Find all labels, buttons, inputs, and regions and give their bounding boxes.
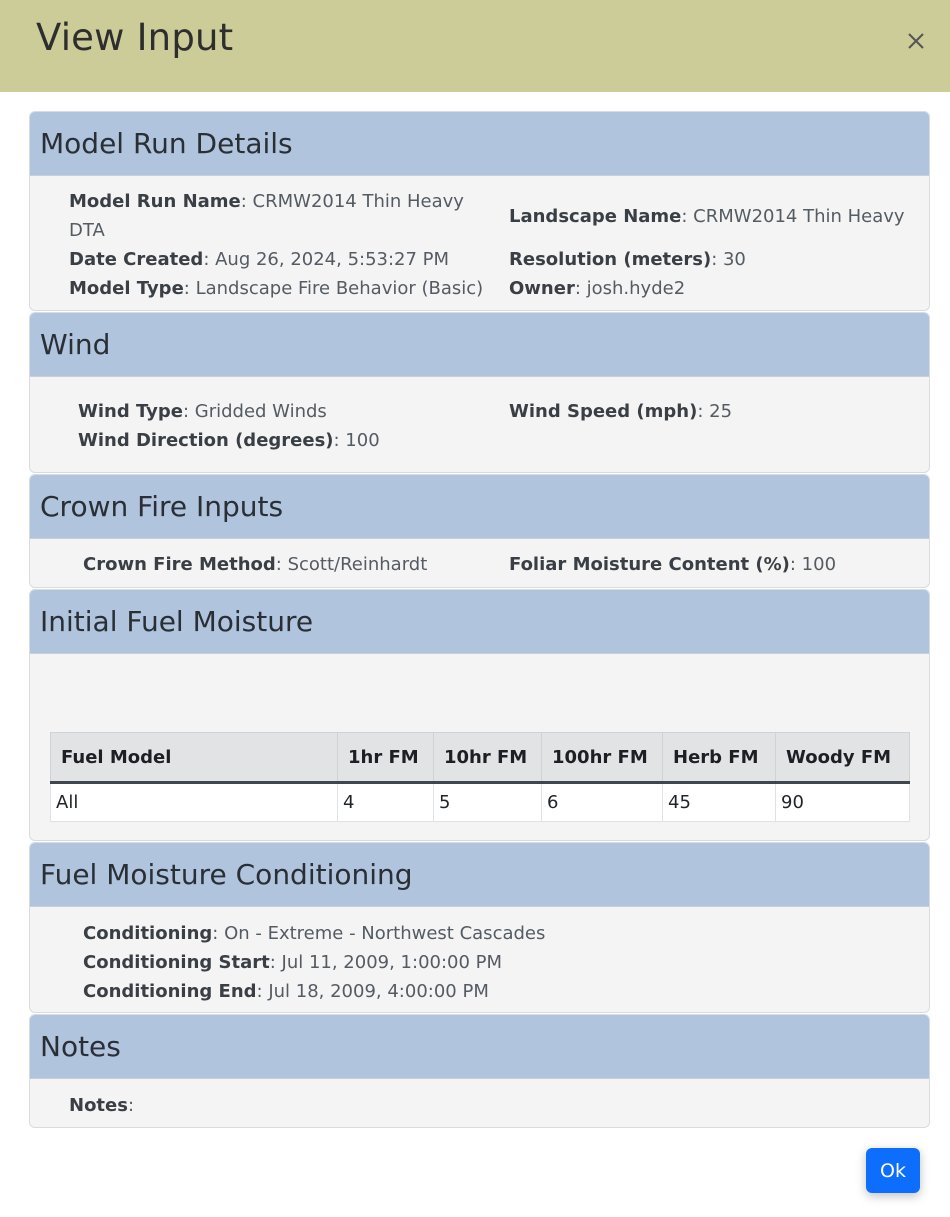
wind-type-field [78, 397, 327, 426]
field-label: Wind Speed (mph) [509, 401, 698, 422]
card-header [30, 590, 929, 654]
modal-title: View Input [36, 16, 234, 59]
field-value: : josh.hyde2 [574, 278, 686, 299]
field-value: : On - Extreme - Northwest Cascades [212, 923, 546, 944]
column-header: Woody FM [776, 733, 910, 783]
crown-fire-card [29, 474, 930, 588]
table-cell: 4 [338, 783, 434, 822]
wind-direction-field [78, 426, 380, 455]
field-value: : CRMW2014 Thin Heavy [681, 206, 905, 227]
card-title: Crown Fire Inputs [40, 490, 284, 523]
card-title: Initial Fuel Moisture [40, 605, 314, 638]
foliar-moisture-field [509, 550, 836, 579]
field-label: Wind Direction (degrees) [78, 430, 334, 451]
field-label: Notes [69, 1095, 128, 1116]
initial-fuel-moisture-card [29, 589, 930, 841]
field-label: Model Type [69, 278, 184, 299]
field-label: Conditioning [83, 923, 213, 944]
card-title: Notes [40, 1030, 121, 1063]
card-header [30, 112, 929, 176]
field-label: Resolution (meters) [509, 249, 712, 270]
card-title: Model Run Details [40, 127, 293, 160]
column-header: 10hr FM [434, 733, 542, 783]
card-header [30, 1015, 929, 1079]
card-header [30, 843, 929, 907]
table-cell: All [51, 783, 338, 822]
notes-card [29, 1014, 930, 1128]
landscape-name-field [509, 202, 905, 231]
conditioning-start-field [83, 948, 502, 977]
field-value: : 25 [697, 401, 733, 422]
modal-header [0, 0, 950, 92]
model-run-name-continued: DTA [69, 220, 105, 241]
field-value: : Gridded Winds [182, 401, 327, 422]
resolution-field [509, 245, 746, 274]
conditioning-field [83, 919, 545, 948]
field-value: : 100 [789, 554, 837, 575]
close-icon [903, 28, 929, 54]
column-header: 100hr FM [542, 733, 663, 783]
model-run-details-card [29, 111, 930, 311]
field-label: Foliar Moisture Content (%) [509, 554, 790, 575]
field-value: : Scott/Reinhardt [275, 554, 428, 575]
card-header [30, 475, 929, 539]
model-run-name-field [69, 187, 464, 216]
owner-field [509, 274, 685, 303]
close-button[interactable] [903, 28, 929, 54]
field-value: : [127, 1095, 135, 1116]
field-label: Conditioning End [83, 981, 257, 1002]
field-value: : CRMW2014 Thin Heavy [240, 191, 464, 212]
field-value: : Jul 11, 2009, 1:00:00 PM [269, 952, 503, 973]
date-created-field [69, 245, 449, 274]
table-cell: 45 [663, 783, 776, 822]
model-type-field [69, 274, 483, 303]
field-value: : Aug 26, 2024, 5:53:27 PM [203, 249, 450, 270]
card-header [30, 313, 929, 377]
field-label: Landscape Name [509, 206, 682, 227]
field-value: : Landscape Fire Behavior (Basic) [183, 278, 484, 299]
fuel-moisture-table [50, 732, 910, 822]
ok-button[interactable]: Ok [866, 1148, 920, 1193]
notes-field [69, 1091, 134, 1120]
field-label: Crown Fire Method [83, 554, 276, 575]
table-header-row [51, 733, 910, 783]
field-value: : 30 [711, 249, 746, 270]
card-title: Wind [40, 328, 111, 361]
conditioning-end-field [83, 977, 489, 1006]
column-header: Herb FM [663, 733, 776, 783]
field-label: Model Run Name [69, 191, 241, 212]
table-cell: 5 [434, 783, 542, 822]
table-cell: 6 [542, 783, 663, 822]
field-value: : 100 [333, 430, 380, 451]
fuel-moisture-conditioning-card [29, 842, 930, 1013]
column-header: Fuel Model [51, 733, 338, 783]
field-label: Conditioning Start [83, 952, 270, 973]
wind-card [29, 312, 930, 473]
field-label: Owner [509, 278, 575, 299]
column-header: 1hr FM [338, 733, 434, 783]
card-title: Fuel Moisture Conditioning [40, 858, 413, 891]
field-label: Wind Type [78, 401, 183, 422]
field-value: : Jul 18, 2009, 4:00:00 PM [256, 981, 489, 1002]
wind-speed-field [509, 397, 732, 426]
table-row [51, 783, 910, 822]
table-cell: 90 [776, 783, 910, 822]
field-label: Date Created [69, 249, 204, 270]
crown-fire-method-field [83, 550, 427, 579]
